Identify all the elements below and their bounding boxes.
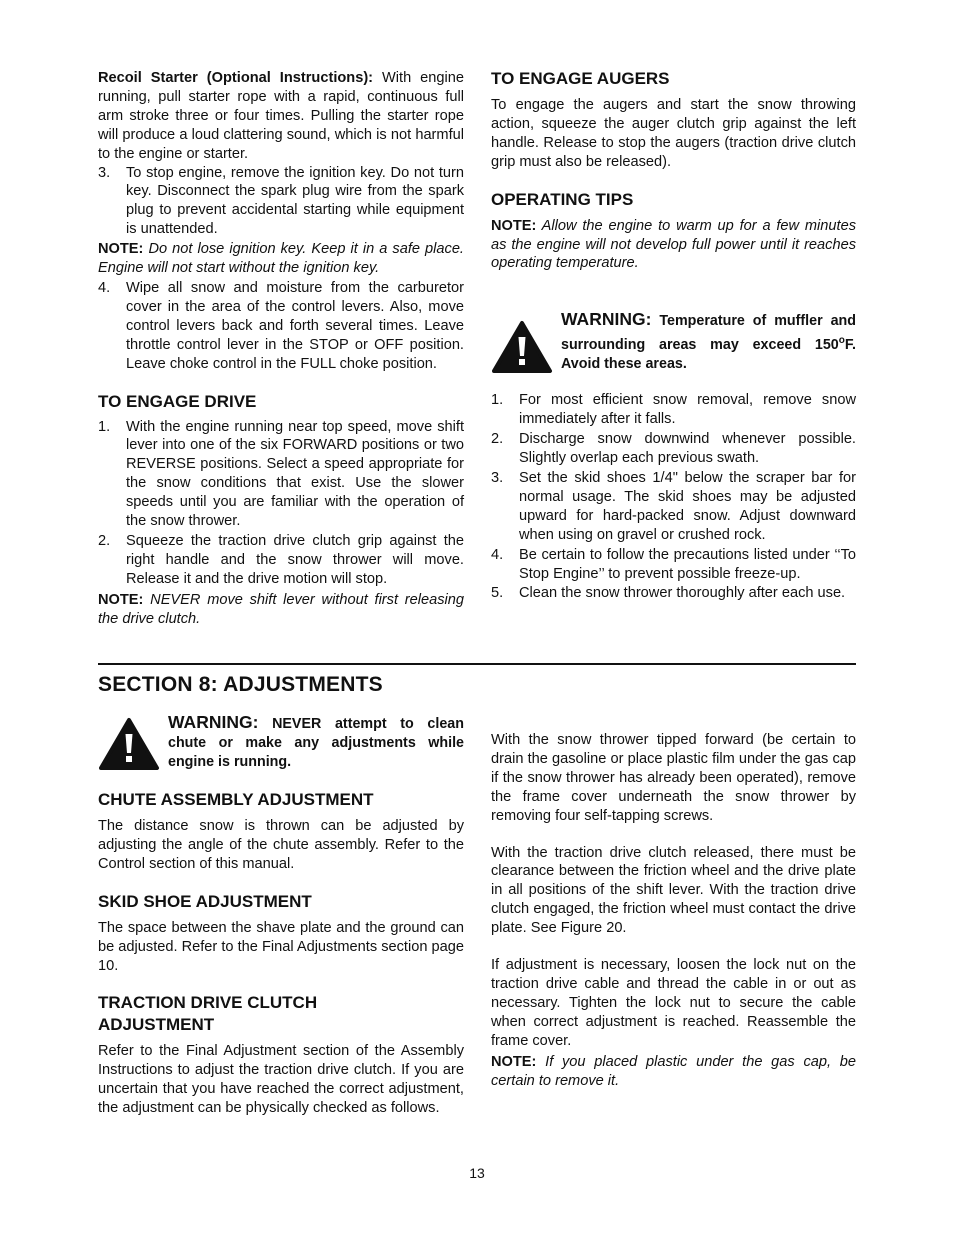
heading-line-2: ADJUSTMENT	[98, 1015, 215, 1035]
section-divider	[98, 663, 856, 665]
augers-paragraph: To engage the augers and start the snow throwing action, squeeze the auger clutch grip against the left handle. Release to stop the augers (traction drive clutch grip must also be released).	[491, 97, 856, 170]
step-number: 3.	[98, 164, 111, 181]
page-number: 13	[469, 1165, 485, 1181]
step-number: 4.	[98, 279, 111, 296]
recoil-label: Recoil Starter (Optional Instructions):	[98, 70, 374, 86]
heading-line-1: TRACTION DRIVE CLUTCH	[98, 993, 318, 1013]
lock-nut-paragraph: If adjustment is necessary, loosen the lock nut on the traction drive cable and thread the cable in or out as necessary. Tighten the lock nut to secure the cable when correct adjustment is reached. Reassemble the frame cover.	[491, 957, 856, 1049]
step-number: 1.	[98, 418, 111, 435]
recoil-paragraph	[98, 69, 464, 164]
tip-number: 2.	[491, 431, 504, 448]
note-label: NOTE:	[98, 241, 144, 258]
tip-text: Clean the snow thrower thoroughly after each use.	[519, 585, 846, 602]
tip-number: 3.	[491, 469, 504, 486]
recoil-text: With engine running, pull starter rope with a rapid, continuous full arm stroke three or four times. Pulling the starter rope will produce a loud clattering sound, which is not harmful to the engine or starter.	[98, 70, 465, 162]
heading-engage-drive: TO ENGAGE DRIVE	[98, 391, 257, 411]
note-label: NOTE:	[98, 591, 144, 608]
step-text: With the engine running near top speed, move shift lever into one of the six FORWARD positions or two REVERSE positions. Select a speed appropriate for the snow conditions that exist. Use the slower speeds until you are familiar with the operation of the snow thrower.	[126, 418, 464, 530]
warning-text	[168, 713, 464, 772]
clearance-paragraph: With the traction drive clutch released, there must be clearance between the friction wheel and the drive plate in all positions of the shift lever. With the traction drive clutch engaged, the friction wheel must contact the drive plate. See Figure 20.	[491, 844, 856, 937]
tip-number: 5.	[491, 585, 504, 602]
note-text: Do not lose ignition key. Keep it in a safe place. Engine will not start without the ignition key.	[98, 241, 464, 277]
bottom-right-column	[491, 731, 856, 1090]
list-item-step-4	[98, 279, 464, 374]
list-item	[491, 391, 856, 429]
tip-number: 4.	[491, 546, 504, 563]
list-item-step-3	[98, 164, 464, 240]
heading-skid-shoe-adjustment: SKID SHOE ADJUSTMENT	[98, 891, 312, 911]
heading-traction-clutch-adjustment	[98, 992, 464, 1036]
top-right-column	[491, 68, 856, 603]
step-text: Wipe all snow and moisture from the carburetor cover in the area of the control levers. Also, move control levers back and forth several times. Leave throttle control lever in the STOP or OFF position. Leave choke control in the FULL choke position.	[126, 279, 464, 372]
warning-triangle-icon	[491, 320, 553, 374]
warning-text	[561, 310, 856, 374]
step-text: To stop engine, remove the ignition key. Do not turn key. Disconnect the spark plug wire from the spark plug to prevent accidental starting while equipment is unattended.	[126, 164, 464, 238]
note-label: NOTE:	[491, 217, 537, 234]
note-text: If you placed plastic under the gas cap, be certain to remove it.	[491, 1053, 856, 1089]
step-number: 2.	[98, 532, 111, 549]
tip-text: Set the skid shoes 1/4" below the scraper bar for normal usage. The skid shoes may be adjusted upward for hard-packed snow. Adjust downward when using on gravel or crushed rock.	[519, 469, 856, 543]
warning-label: WARNING:	[168, 712, 259, 732]
heading-chute-adjustment: CHUTE ASSEMBLY ADJUSTMENT	[98, 790, 374, 809]
tips-list	[491, 391, 856, 603]
note-gas-cap	[491, 1053, 856, 1091]
chute-paragraph: The distance snow is thrown can be adjusted by adjusting the angle of the chute assembly. Refer to the Control section of this manual.	[98, 818, 464, 872]
tip-text: Be certain to follow the precautions listed under ‘‘To Stop Engine’’ to prevent possible freeze-up.	[519, 546, 856, 582]
skid-paragraph: The space between the shave plate and the ground can be adjusted. Refer to the Final Adjustments section page 10.	[98, 919, 464, 974]
warning-body: NEVER attempt to clean chute or make any adjustments while engine is running.	[168, 716, 464, 770]
list-item	[491, 546, 856, 584]
warning-label: WARNING:	[561, 309, 652, 330]
heading-operating-tips: OPERATING TIPS	[491, 189, 634, 209]
note-warm-up	[491, 217, 856, 274]
tip-text: For most efficient snow removal, remove snow immediately after it falls.	[519, 392, 856, 428]
tip-text: Discharge snow downwind whenever possible. Slightly overlap each previous swath.	[519, 431, 856, 467]
warning-muffler	[491, 310, 856, 374]
list-item	[491, 469, 856, 545]
traction-paragraph: Refer to the Final Adjustment section of the Assembly Instructions to adjust the traction drive clutch. If you are uncertain that you have reached the correct adjustment, the adjustment can be physically checked as follows.	[98, 1043, 464, 1117]
step-text: Squeeze the traction drive clutch grip against the right handle and the snow thrower will move. Release it and the drive motion will stop.	[126, 532, 464, 587]
note-ignition-key	[98, 240, 464, 278]
list-item	[98, 532, 464, 589]
warning-triangle-icon	[98, 717, 160, 771]
tip-number: 1.	[491, 392, 504, 409]
note-text: Allow the engine to warm up for a few minutes as the engine will not develop full power until it reaches operating temperature.	[491, 217, 856, 272]
degree-sup: o	[838, 335, 845, 347]
note-label: NOTE:	[491, 1053, 537, 1070]
warning-body-a: Temperature of muffler and surrounding areas may exceed 150	[561, 313, 856, 354]
warning-body-b: F. Avoid these areas.	[561, 337, 856, 373]
section-title: SECTION 8: ADJUSTMENTS	[98, 673, 383, 696]
list-item	[491, 584, 856, 603]
top-left-column	[98, 69, 464, 628]
heading-engage-augers: TO ENGAGE AUGERS	[491, 69, 670, 88]
note-drive-clutch	[98, 591, 464, 629]
list-item	[491, 430, 856, 468]
frame-cover-paragraph: With the snow thrower tipped forward (be certain to drain the gasoline or place plastic film under the gas cap if the snow thrower has already been operated), remove the frame cover underneath the snow thrower by removing four self-tapping screws.	[491, 732, 856, 824]
warning-adjustments	[98, 713, 464, 772]
bottom-left-column	[98, 713, 464, 1118]
note-text: NEVER move shift lever without first releasing the drive clutch.	[98, 591, 464, 627]
list-item	[98, 418, 464, 531]
